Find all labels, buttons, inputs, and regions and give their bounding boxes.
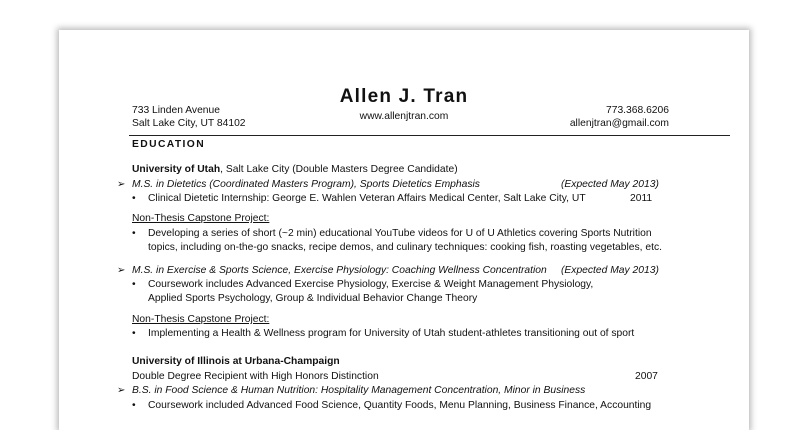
address-line-2: Salt Lake City, UT 84102: [132, 118, 246, 129]
degree-dietetics: M.S. in Dietetics (Coordinated Masters Program), Sports Dietetics Emphasis: [132, 179, 480, 190]
capstone-2-line-1: Implementing a Health & Wellness program for University of Utah student-athletes transitioning out of sport: [148, 328, 635, 339]
school-utah-detail: , Salt Lake City (Double Masters Degree Candidate): [220, 164, 458, 175]
illinois-coursework: Coursework included Advanced Food Science, Quantity Foods, Menu Planning, Business Finance, Accounting: [148, 400, 652, 411]
degree-dietetics-date: (Expected May 2013): [561, 179, 659, 190]
arrow-bullet-icon: ➢: [117, 179, 126, 190]
bullet-icon: •: [132, 279, 136, 290]
education-heading: EDUCATION: [132, 139, 206, 150]
capstone-1-line-1: Developing a series of short (~2 min) educational YouTube videos for U of U Athletics covering Sports Nutrition: [148, 228, 652, 239]
coursework-line-2: Applied Sports Psychology, Group & Individual Behavior Change Theory: [148, 293, 478, 304]
bullet-icon: •: [132, 228, 136, 239]
bullet-icon: •: [132, 400, 136, 411]
phone-number: 773.368.6206: [606, 105, 669, 116]
school-utah-name: University of Utah: [132, 164, 221, 175]
arrow-bullet-icon: ➢: [117, 265, 126, 276]
capstone-label-2: Non-Thesis Capstone Project:: [132, 314, 270, 325]
illinois-honors: Double Degree Recipient with High Honors Distinction: [132, 371, 379, 382]
header-rule: [129, 135, 730, 136]
website-link[interactable]: www.allenjtran.com: [359, 111, 449, 122]
bullet-icon: •: [132, 193, 136, 204]
illinois-year: 2007: [635, 371, 658, 382]
coursework-line-1: Coursework includes Advanced Exercise Physiology, Exercise & Weight Management Physiology,: [148, 279, 594, 290]
bullet-icon: •: [132, 328, 136, 339]
email-address[interactable]: allenjtran@gmail.com: [569, 118, 669, 129]
capstone-label-1: Non-Thesis Capstone Project:: [132, 213, 270, 224]
arrow-bullet-icon: ➢: [117, 385, 126, 396]
degree-exercise-science: M.S. in Exercise & Sports Science, Exercise Physiology: Coaching Wellness Concentration: [132, 265, 547, 276]
internship-text: Clinical Dietetic Internship: George E. Wahlen Veteran Affairs Medical Center, Salt Lake City, UT: [148, 193, 586, 204]
resume-page: [59, 30, 749, 430]
school-utah: [132, 163, 458, 176]
resume-name: Allen J. Tran: [339, 86, 469, 107]
capstone-1-line-2: topics, including on-the-go snacks, recipe demos, and culinary techniques: cooking fish, roasting vegetables, etc.: [148, 242, 662, 253]
school-illinois: University of Illinois at Urbana-Champaign: [132, 356, 340, 367]
degree-exercise-science-date: (Expected May 2013): [561, 265, 659, 276]
internship-year: 2011: [630, 193, 653, 204]
degree-food-science: B.S. in Food Science & Human Nutrition: Hospitality Management Concentration, Minor in Business: [132, 385, 586, 396]
address-line-1: 733 Linden Avenue: [132, 105, 220, 116]
